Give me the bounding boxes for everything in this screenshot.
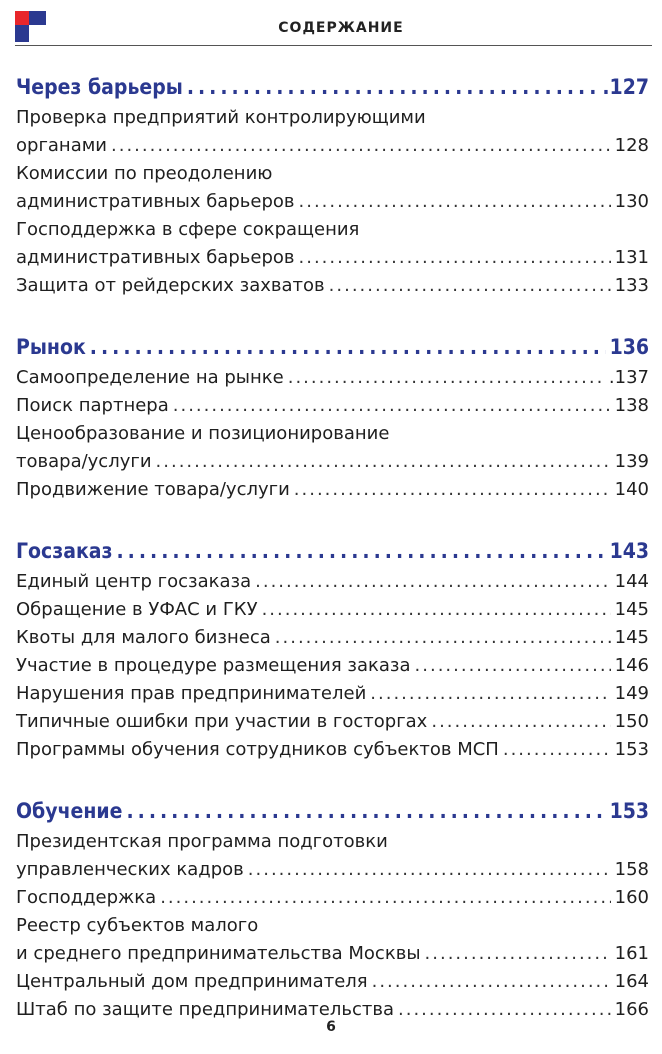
section-heading[interactable] bbox=[16, 534, 649, 568]
dot-leader bbox=[156, 448, 611, 476]
entry-page: 145 bbox=[614, 627, 649, 648]
entry-title: Господдержка bbox=[16, 887, 157, 908]
entry bbox=[16, 272, 649, 300]
entry-title-line: Комиссии по преодолению bbox=[16, 163, 273, 184]
section-heading-page: 143 bbox=[609, 539, 649, 563]
entry-title-line: Реестр субъектов малого bbox=[16, 915, 259, 936]
toc-section bbox=[16, 70, 649, 300]
entry bbox=[16, 680, 649, 708]
entry-title-line: Проверка предприятий контролирующими bbox=[16, 107, 426, 128]
toc-entry[interactable] bbox=[16, 596, 649, 624]
entry-page: 140 bbox=[614, 479, 649, 500]
entry-title: административных барьеров bbox=[16, 191, 295, 212]
entry-title: Программы обучения сотрудников субъектов МСП bbox=[16, 739, 499, 760]
entry-page: 153 bbox=[614, 739, 649, 760]
entry bbox=[16, 968, 649, 996]
dot-leader bbox=[294, 476, 611, 504]
entry-title: управленческих кадров bbox=[16, 859, 244, 880]
dot-leader bbox=[431, 708, 610, 736]
entry-page: 161 bbox=[614, 943, 649, 964]
dot-leader bbox=[415, 652, 611, 680]
entry-title: Центральный дом предпринимателя bbox=[16, 971, 368, 992]
toc-entry[interactable] bbox=[16, 272, 649, 300]
entry-title: Обращение в УФАС и ГКУ bbox=[16, 599, 258, 620]
toc-entry[interactable] bbox=[16, 828, 649, 884]
toc-entry[interactable] bbox=[16, 364, 649, 392]
entry-title: Участие в процедуре размещения заказа bbox=[16, 655, 411, 676]
entry bbox=[16, 856, 649, 884]
section-heading[interactable] bbox=[16, 70, 649, 104]
section-heading-title: Обучение bbox=[16, 799, 123, 823]
entry-page: 139 bbox=[614, 451, 649, 472]
toc-entry[interactable] bbox=[16, 216, 649, 272]
entry bbox=[16, 244, 649, 272]
entry-page: 149 bbox=[614, 683, 649, 704]
entry bbox=[16, 652, 649, 680]
section-heading-title: Через барьеры bbox=[16, 75, 183, 99]
entry-page: 133 bbox=[614, 275, 649, 296]
entry bbox=[16, 884, 649, 912]
entry-page: 130 bbox=[614, 191, 649, 212]
dot-leader bbox=[90, 330, 606, 364]
dot-leader bbox=[425, 940, 611, 968]
dot-leader bbox=[299, 244, 611, 272]
toc-entry[interactable] bbox=[16, 736, 649, 764]
entry-page: 131 bbox=[614, 247, 649, 268]
entry-title: Защита от рейдерских захватов bbox=[16, 275, 325, 296]
section-heading-title: Рынок bbox=[16, 335, 86, 359]
entry bbox=[16, 708, 649, 736]
toc-entry[interactable] bbox=[16, 568, 649, 596]
entry bbox=[16, 188, 649, 216]
section-heading[interactable] bbox=[16, 330, 649, 364]
dot-leader bbox=[372, 968, 611, 996]
section-heading-title: Госзаказ bbox=[16, 539, 113, 563]
entry bbox=[16, 596, 649, 624]
entry-title: Штаб по защите предпринимательства bbox=[16, 999, 394, 1020]
entry-page: 145 bbox=[614, 599, 649, 620]
entry-title-line: Ценообразование и позиционирование bbox=[16, 423, 390, 444]
dot-leader bbox=[503, 736, 611, 764]
dot-leader bbox=[275, 624, 611, 652]
entry-title: Нарушения прав предпринимателей bbox=[16, 683, 367, 704]
entry-page: 166 bbox=[614, 999, 649, 1020]
dot-leader bbox=[329, 272, 611, 300]
toc-entry[interactable] bbox=[16, 968, 649, 996]
entry-page: 150 bbox=[614, 711, 649, 732]
entry-title: Единый центр госзаказа bbox=[16, 571, 252, 592]
entry bbox=[16, 476, 649, 504]
entry-page: 138 bbox=[614, 395, 649, 416]
header-divider bbox=[15, 45, 652, 46]
entry-title: Самоопределение на рынке bbox=[16, 367, 284, 388]
entry-title-line: Президентская программа подготовки bbox=[16, 831, 388, 852]
entry-title: товара/услуги bbox=[16, 451, 152, 472]
entry bbox=[16, 736, 649, 764]
toc-entry[interactable] bbox=[16, 160, 649, 216]
entry-title: Квоты для малого бизнеса bbox=[16, 627, 271, 648]
entry bbox=[16, 392, 649, 420]
toc-entry[interactable] bbox=[16, 884, 649, 912]
entry-title: Типичные ошибки при участии в госторгах bbox=[16, 711, 428, 732]
entry-page: 144 bbox=[614, 571, 649, 592]
entry-page: 160 bbox=[614, 887, 649, 908]
dot-leader bbox=[288, 364, 605, 392]
dot-leader bbox=[187, 70, 599, 104]
entry bbox=[16, 624, 649, 652]
dot-leader bbox=[299, 188, 611, 216]
toc-section bbox=[16, 534, 649, 764]
page-header-title: СОДЕРЖАНИЕ bbox=[278, 20, 404, 36]
dot-leader bbox=[370, 680, 610, 708]
entry-title: органами bbox=[16, 135, 108, 156]
toc-entry[interactable] bbox=[16, 680, 649, 708]
section-heading-page: 136 bbox=[609, 335, 649, 359]
toc-entry[interactable] bbox=[16, 912, 649, 968]
toc-entry[interactable] bbox=[16, 708, 649, 736]
entry-title-line: Господдержка в сфере сокращения bbox=[16, 219, 360, 240]
entry bbox=[16, 448, 649, 476]
dot-leader bbox=[126, 794, 605, 828]
toc-section bbox=[16, 330, 649, 504]
entry-page: .137 bbox=[608, 367, 649, 388]
section-heading[interactable] bbox=[16, 794, 649, 828]
entry bbox=[16, 940, 649, 968]
dot-leader bbox=[117, 534, 606, 568]
dot-leader bbox=[255, 568, 611, 596]
entry bbox=[16, 364, 649, 392]
entry-title: и среднего предпринимательства Москвы bbox=[16, 943, 421, 964]
entry-page: 128 bbox=[614, 135, 649, 156]
entry-title: Поиск партнера bbox=[16, 395, 169, 416]
toc-entry[interactable] bbox=[16, 652, 649, 680]
toc-entry[interactable] bbox=[16, 392, 649, 420]
dot-leader bbox=[262, 596, 611, 624]
dot-leader bbox=[173, 392, 611, 420]
entry-page: 158 bbox=[614, 859, 649, 880]
entry-title: Продвижение товара/услуги bbox=[16, 479, 290, 500]
entry bbox=[16, 568, 649, 596]
toc-entry[interactable] bbox=[16, 104, 649, 160]
page-number: 6 bbox=[326, 1019, 336, 1035]
entry bbox=[16, 132, 649, 160]
entry-title: административных барьеров bbox=[16, 247, 295, 268]
dot-leader bbox=[248, 856, 611, 884]
toc-section bbox=[16, 794, 649, 1024]
toc-entry[interactable] bbox=[16, 624, 649, 652]
dot-leader bbox=[111, 132, 611, 160]
toc-entry[interactable] bbox=[16, 420, 649, 476]
section-heading-page: .127 bbox=[602, 75, 649, 99]
table-of-contents bbox=[16, 70, 649, 1054]
section-heading-page: 153 bbox=[609, 799, 649, 823]
toc-entry[interactable] bbox=[16, 476, 649, 504]
entry-page: 164 bbox=[614, 971, 649, 992]
entry-page: 146 bbox=[614, 655, 649, 676]
dot-leader bbox=[160, 884, 610, 912]
